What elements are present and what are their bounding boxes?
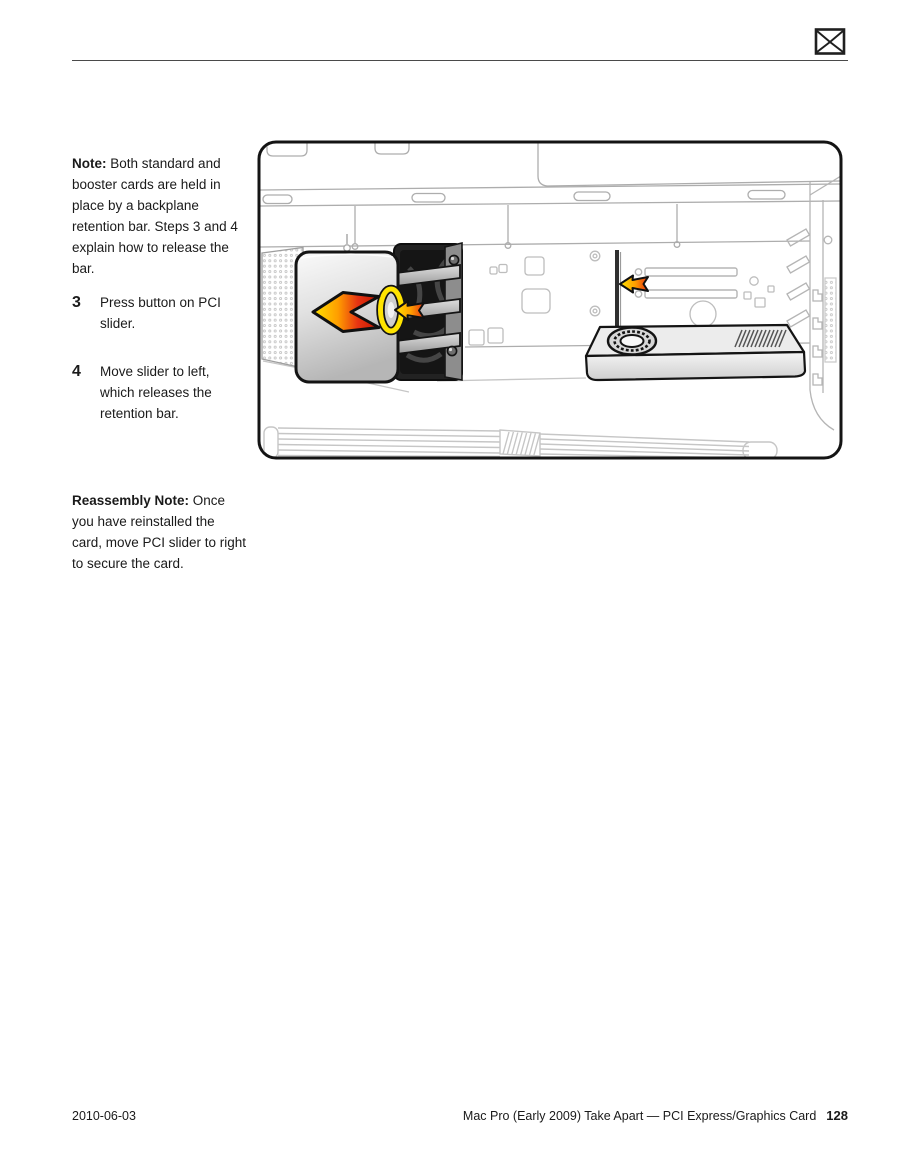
mac-pro-interior-drawing <box>257 140 843 460</box>
step-text: Move slider to left, which releases the retention bar. <box>100 364 212 421</box>
note-text: Note: Both standard and booster cards are held in place by a backplane retention bar. Steps 3 and 4 explain how to release the bar. <box>72 155 238 276</box>
step-text: Press button on PCI slider. <box>100 295 221 331</box>
figure-mac-pro-interior <box>257 140 843 460</box>
reassembly-note-label: Reassembly Note: <box>72 492 190 508</box>
page-footer <box>72 1108 848 1123</box>
graphics-card <box>586 325 805 380</box>
footer-date: 2010-06-03 <box>72 1109 136 1123</box>
header-rule <box>72 60 848 61</box>
footer-doc-title: Mac Pro (Early 2009) Take Apart — PCI Express/Graphics Card <box>462 1109 817 1123</box>
reassembly-note: Reassembly Note: Once you have reinstalled the card, move PCI slider to right to secure the card. <box>72 492 247 571</box>
step-item-4 <box>72 361 242 424</box>
step-number: 3 <box>72 294 81 311</box>
step-number: 4 <box>72 363 81 380</box>
footer-right <box>463 1108 848 1123</box>
footer-page-number: 128 <box>826 1108 848 1123</box>
note-label: Note: <box>72 155 107 171</box>
card-fan <box>608 328 656 355</box>
step-item-3 <box>72 292 242 334</box>
mail-icon[interactable] <box>813 26 847 57</box>
